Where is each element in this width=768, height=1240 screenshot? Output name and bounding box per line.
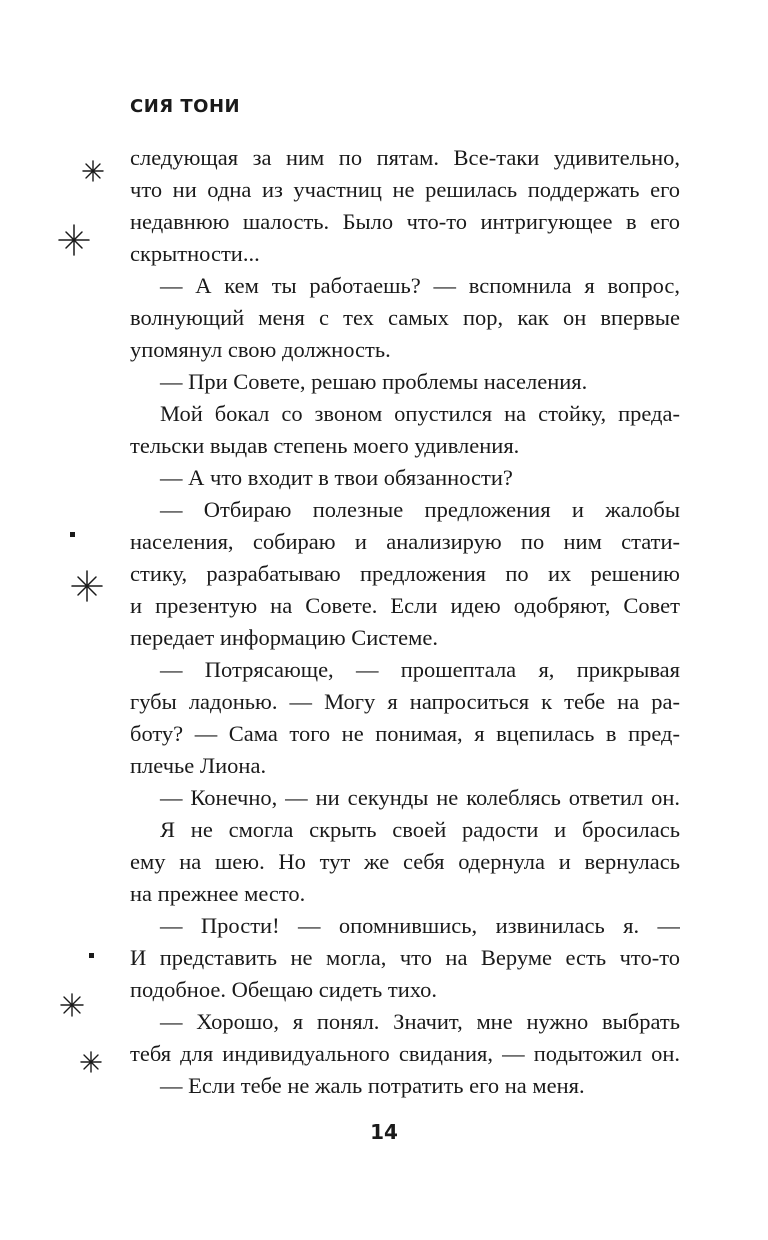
text-line: боту? — Сама того не понимая, я вцепилась в пред- xyxy=(130,721,680,746)
text-line: И представить не могла, что на Веруме есть что-то xyxy=(130,945,680,970)
text-line: на прежнее место. xyxy=(130,881,306,906)
text-line: что ни одна из участниц не решилась поддержать его xyxy=(130,177,680,202)
text-line: — Конечно, — ни секунды не колеблясь ответил он. xyxy=(160,785,680,810)
text-line: следующая за ним по пятам. Все-таки удивительно, xyxy=(130,145,680,170)
decorative-dot xyxy=(89,953,94,958)
text-line: ему на шею. Но тут же себя одернула и вернулась xyxy=(130,849,680,874)
text-line: Я не смогла скрыть своей радости и бросилась xyxy=(160,817,680,842)
text-line: недавнюю шалость. Было что-то интригующее в его xyxy=(130,209,680,234)
text-line: населения, собираю и анализирую по ним стати- xyxy=(130,529,680,554)
sparkle-star-icon xyxy=(82,160,104,182)
text-line: — А что входит в твои обязанности? xyxy=(160,465,513,490)
sparkle-star-icon xyxy=(60,993,84,1017)
text-line: — Если тебе не жаль потратить его на меня. xyxy=(160,1073,585,1098)
page-number: 14 xyxy=(370,1120,398,1144)
decorative-dot xyxy=(70,532,75,537)
text-line: — Потрясающе, — прошептала я, прикрывая xyxy=(160,657,680,682)
text-line: передает информацию Системе. xyxy=(130,625,438,650)
text-line: — Прости! — опомнившись, извинилась я. — xyxy=(160,913,680,938)
sparkle-star-icon xyxy=(71,570,103,602)
text-line: тельски выдав степень моего удивления. xyxy=(130,433,520,458)
text-line: тебя для индивидуального свидания, — подытожил он. xyxy=(130,1041,680,1066)
sparkle-star-icon xyxy=(80,1051,102,1073)
text-line: Мой бокал со звоном опустился на стойку, преда- xyxy=(160,401,680,426)
text-line: и презентую на Совете. Если идею одобряют, Совет xyxy=(130,593,680,618)
running-header-author: СИЯ ТОНИ xyxy=(130,96,241,117)
text-line: стику, разрабатываю предложения по их решению xyxy=(130,561,680,586)
text-line: упомянул свою должность. xyxy=(130,337,391,362)
text-line: губы ладонью. — Могу я напроситься к тебе на ра- xyxy=(130,689,680,714)
sparkle-star-icon xyxy=(58,224,90,256)
text-line: скрытности... xyxy=(130,241,260,266)
text-line: подобное. Обещаю сидеть тихо. xyxy=(130,977,438,1002)
text-line: — При Совете, решаю проблемы населения. xyxy=(160,369,588,394)
text-line: волнующий меня с тех самых пор, как он впервые xyxy=(130,305,680,330)
text-line: плечье Лиона. xyxy=(130,753,267,778)
page-body-text xyxy=(130,142,680,1102)
text-line: — Отбираю полезные предложения и жалобы xyxy=(160,497,680,522)
text-line: — Хорошо, я понял. Значит, мне нужно выбрать xyxy=(160,1009,680,1034)
text-line: — А кем ты работаешь? — вспомнила я вопрос, xyxy=(160,273,680,298)
